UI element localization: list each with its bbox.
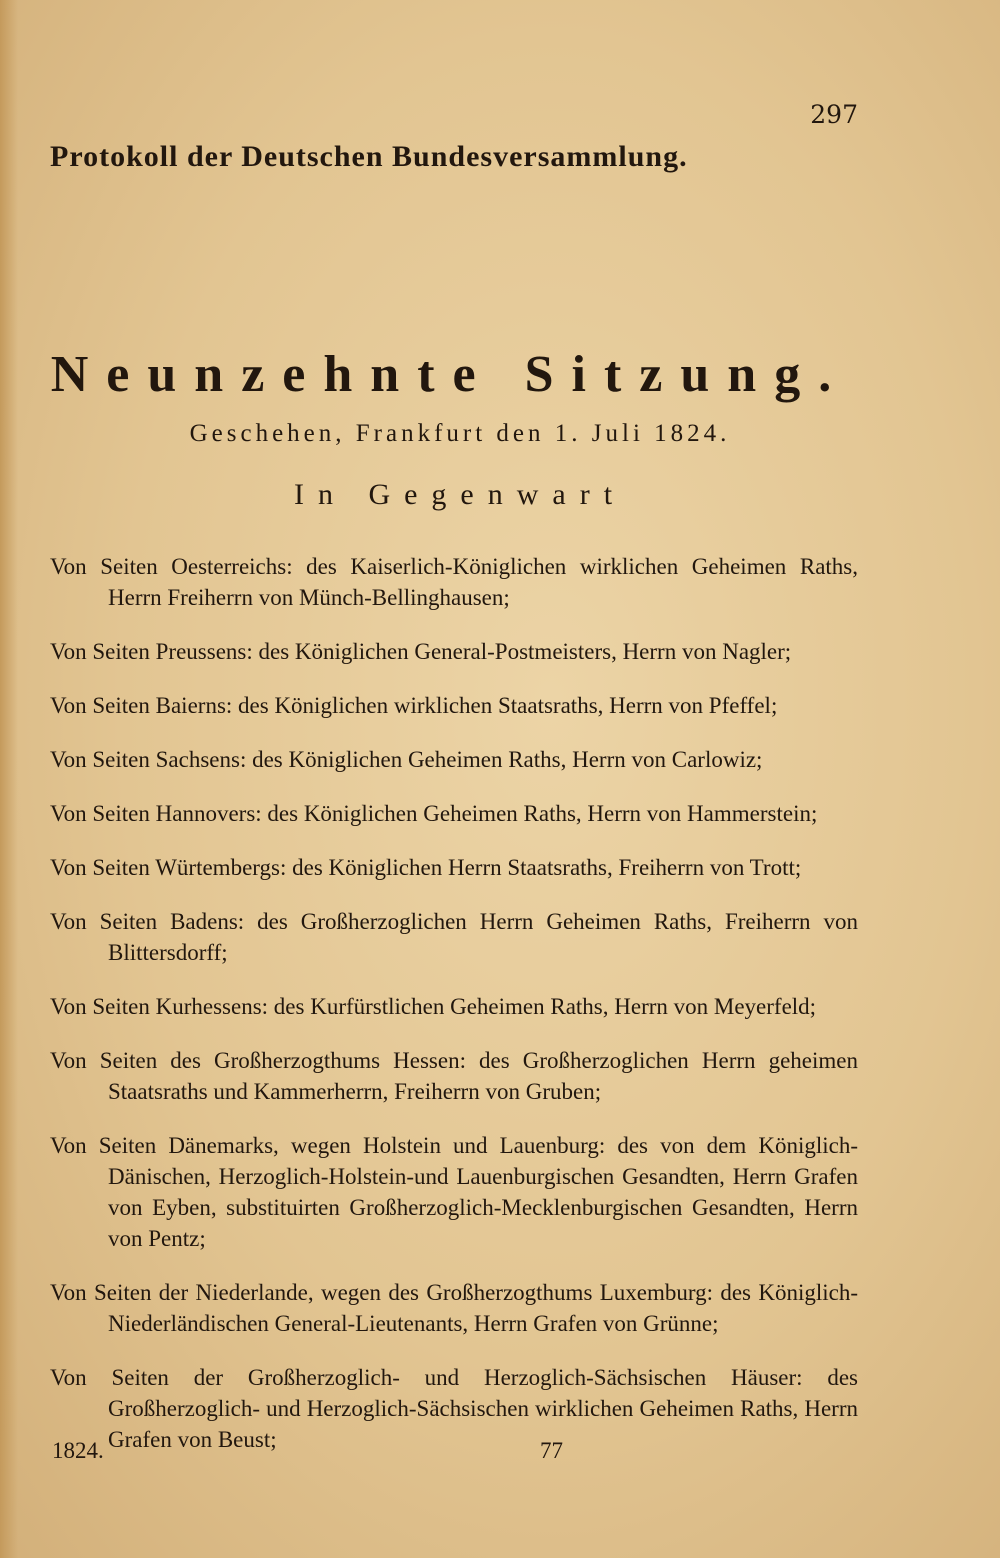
attendance-entry: Von Seiten Kurhessens: des Kurfürstlichen Geheimen Raths, Herrn von Meyerfeld; [50,994,817,1019]
attendance-entry: Von Seiten Baierns: des Königlichen wirklichen Staatsraths, Herrn von Pfeffel; [50,693,778,718]
attendance-entry: Von Seiten Sachsens: des Königlichen Geheimen Raths, Herrn von Carlowiz; [50,747,763,772]
attendance-entry: Von Seiten Preussens: des Königlichen General-Postmeisters, Herrn von Nagler; [50,639,792,664]
attendance-entry: Von Seiten Oesterreichs: des Kaiserlich-Königlichen wirklichen Geheimen Raths, Herrn Freiherrn von Münch-Bellinghausen; [50,554,858,610]
attendance-list [50,528,858,1461]
page-number: 297 [810,100,858,129]
session-date: Geschehen, Frankfurt den 1. Juli 1824. [189,420,731,447]
session-title: Neunzehnte Sitzung. [50,346,850,403]
attendance-entry: Von Seiten Dänemarks, wegen Holstein und Lauenburg: des von dem Königlich-Dänischen, Herzoglich-Holstein-und Lauenburgischen Gesandten, Herrn Grafen von Eyben, substituirten Großherzoglich-Mecklenburgischen Gesandten, Herrn von Pentz; [50,1133,858,1251]
footer-signature-mark: 77 [540,1438,563,1463]
page-edge-shadow [0,0,18,1558]
attendance-entry: Von Seiten Würtembergs: des Königlichen Herrn Staatsraths, Freiherrn von Trott; [50,855,802,880]
presence-heading: In Gegenwart [293,478,627,511]
attendance-entry: Von Seiten des Großherzogthums Hessen: des Großherzoglichen Herrn geheimen Staatsraths und Kammerherrn, Freiherrn von Gruben; [50,1048,858,1104]
attendance-entry: Von Seiten Hannovers: des Königlichen Geheimen Raths, Herrn von Hammerstein; [50,801,818,826]
attendance-entry: Von Seiten Badens: des Großherzoglichen Herrn Geheimen Raths, Freiherrn von Blittersdorff; [50,909,858,965]
attendance-entry: Von Seiten der Niederlande, wegen des Großherzogthums Luxemburg: des Königlich-Niederländischen General-Lieutenants, Herrn Grafen von Grünne; [50,1280,858,1336]
footer-year: 1824. [52,1438,104,1463]
running-header: Protokoll der Deutschen Bundesversammlung. [50,140,688,173]
attendance-entry: Von Seiten der Großherzoglich- und Herzoglich-Sächsischen Häuser: des Großherzoglich- und Herzoglich-Sächsischen wirklichen Geheimen Raths, Herrn Grafen von Beust; [50,1365,858,1452]
